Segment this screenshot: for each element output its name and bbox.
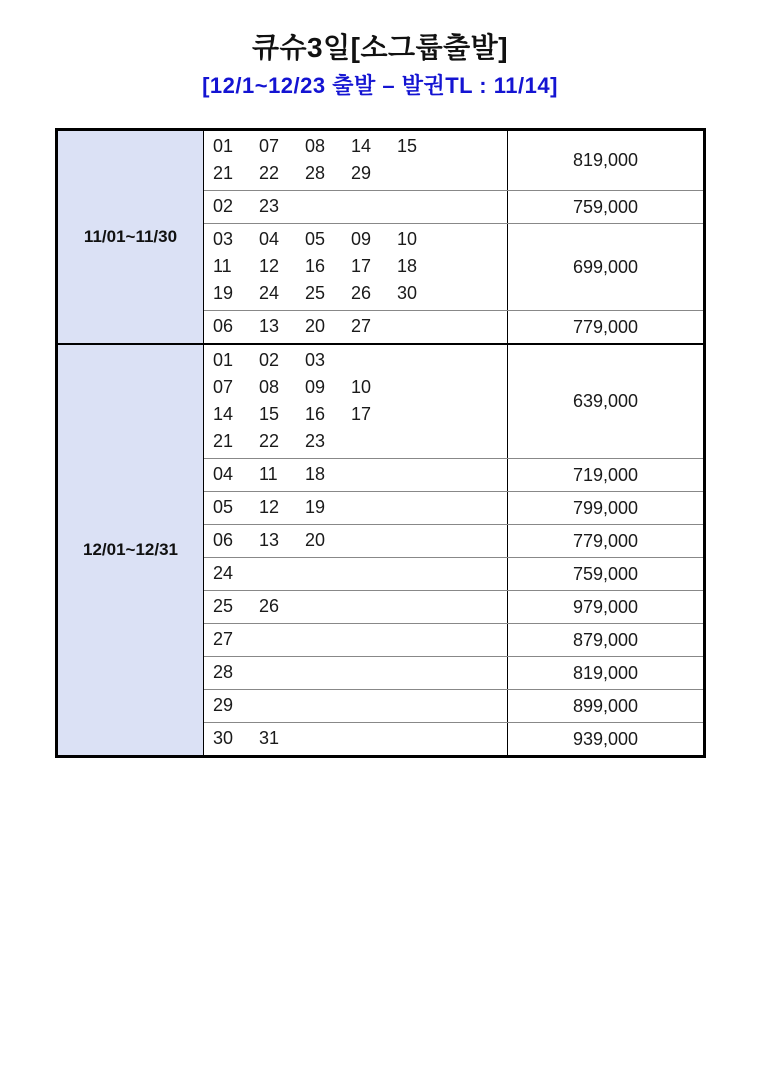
day-line <box>213 193 507 220</box>
departure-days-cell <box>204 723 507 755</box>
day-number: 25 <box>213 596 234 616</box>
day-number: 10 <box>397 229 418 249</box>
day-number: 07 <box>213 377 234 397</box>
page-subtitle: [12/1~12/23 출발 – 발권TL : 11/14] <box>202 73 558 98</box>
price-cell: 779,000 <box>507 311 703 343</box>
price-cell: 639,000 <box>507 345 703 458</box>
day-number: 02 <box>259 350 280 370</box>
day-line <box>213 160 507 187</box>
day-number: 09 <box>351 229 372 249</box>
day-number: 08 <box>259 377 280 397</box>
day-line <box>213 593 507 620</box>
price-cell: 759,000 <box>507 558 703 590</box>
day-number: 12 <box>259 256 280 276</box>
table-row <box>204 722 703 755</box>
table-row <box>204 590 703 623</box>
day-number: 02 <box>213 196 234 216</box>
day-number: 17 <box>351 256 372 276</box>
day-number: 28 <box>213 662 234 682</box>
departure-price-table <box>55 128 706 758</box>
departure-days-cell <box>204 459 507 491</box>
departure-days-cell <box>204 131 507 190</box>
table-row <box>204 345 703 458</box>
day-line <box>213 133 507 160</box>
day-number: 14 <box>351 136 372 156</box>
day-number: 04 <box>259 229 280 249</box>
day-number: 03 <box>213 229 234 249</box>
day-line <box>213 401 507 428</box>
day-number: 05 <box>213 497 234 517</box>
table-row <box>204 458 703 491</box>
day-number: 18 <box>397 256 418 276</box>
table-row <box>204 310 703 343</box>
day-number: 26 <box>259 596 280 616</box>
day-line <box>213 280 507 307</box>
price-cell: 699,000 <box>507 224 703 310</box>
day-number: 14 <box>213 404 234 424</box>
day-number: 15 <box>397 136 418 156</box>
day-number: 09 <box>305 377 326 397</box>
period-label: 12/01~12/31 <box>58 345 204 755</box>
price-cell: 819,000 <box>507 131 703 190</box>
departure-days-cell <box>204 492 507 524</box>
day-number: 01 <box>213 136 234 156</box>
day-number: 12 <box>259 497 280 517</box>
day-number: 23 <box>305 431 326 451</box>
departure-days-cell <box>204 224 507 310</box>
table-row <box>204 656 703 689</box>
day-number: 04 <box>213 464 234 484</box>
month-section <box>58 131 703 343</box>
day-number: 22 <box>259 163 280 183</box>
day-number: 31 <box>259 728 280 748</box>
price-cell: 899,000 <box>507 690 703 722</box>
day-number: 19 <box>213 283 234 303</box>
day-line <box>213 725 507 752</box>
day-number: 19 <box>305 497 326 517</box>
day-line <box>213 626 507 653</box>
day-number: 13 <box>259 316 280 336</box>
price-cell: 719,000 <box>507 459 703 491</box>
day-line <box>213 560 507 587</box>
table-row <box>204 491 703 524</box>
day-number: 23 <box>259 196 280 216</box>
day-number: 01 <box>213 350 234 370</box>
price-cell: 759,000 <box>507 191 703 223</box>
price-cell: 799,000 <box>507 492 703 524</box>
day-number: 29 <box>351 163 372 183</box>
table-row <box>204 131 703 190</box>
period-label: 11/01~11/30 <box>58 131 204 343</box>
day-number: 26 <box>351 283 372 303</box>
day-number: 15 <box>259 404 280 424</box>
price-cell: 819,000 <box>507 657 703 689</box>
departure-days-cell <box>204 525 507 557</box>
day-number: 13 <box>259 530 280 550</box>
day-number: 29 <box>213 695 234 715</box>
table-row <box>204 223 703 310</box>
day-number: 06 <box>213 316 234 336</box>
day-line <box>213 428 507 455</box>
price-cell: 779,000 <box>507 525 703 557</box>
page-title: 큐슈3일[소그룹출발] <box>251 32 509 63</box>
day-line <box>213 226 507 253</box>
departure-days-cell <box>204 558 507 590</box>
day-number: 28 <box>305 163 326 183</box>
day-line <box>213 692 507 719</box>
day-line <box>213 494 507 521</box>
day-number: 30 <box>397 283 418 303</box>
day-number: 22 <box>259 431 280 451</box>
day-line <box>213 374 507 401</box>
day-number: 05 <box>305 229 326 249</box>
month-section <box>58 343 703 755</box>
section-rows <box>204 345 703 755</box>
departure-days-cell <box>204 591 507 623</box>
day-number: 06 <box>213 530 234 550</box>
price-cell: 879,000 <box>507 624 703 656</box>
table-row <box>204 623 703 656</box>
table-row <box>204 190 703 223</box>
price-cell: 939,000 <box>507 723 703 755</box>
day-line <box>213 253 507 280</box>
day-number: 03 <box>305 350 326 370</box>
day-line <box>213 659 507 686</box>
day-number: 16 <box>305 256 326 276</box>
day-line <box>213 347 507 374</box>
day-number: 11 <box>259 464 278 484</box>
day-number: 30 <box>213 728 234 748</box>
day-number: 17 <box>351 404 372 424</box>
day-number: 20 <box>305 530 326 550</box>
day-number: 21 <box>213 163 234 183</box>
departure-days-cell <box>204 690 507 722</box>
day-number: 27 <box>213 629 234 649</box>
day-line <box>213 313 507 340</box>
table-row <box>204 557 703 590</box>
price-cell: 979,000 <box>507 591 703 623</box>
departure-days-cell <box>204 657 507 689</box>
table-row <box>204 524 703 557</box>
table-row <box>204 689 703 722</box>
day-number: 08 <box>305 136 326 156</box>
day-number: 11 <box>213 256 232 276</box>
section-rows <box>204 131 703 343</box>
departure-days-cell <box>204 624 507 656</box>
day-number: 07 <box>259 136 280 156</box>
day-number: 27 <box>351 316 372 336</box>
day-number: 24 <box>213 563 234 583</box>
day-number: 21 <box>213 431 234 451</box>
day-number: 24 <box>259 283 280 303</box>
day-line <box>213 461 507 488</box>
day-number: 18 <box>305 464 326 484</box>
day-number: 20 <box>305 316 326 336</box>
day-number: 16 <box>305 404 326 424</box>
day-number: 25 <box>305 283 326 303</box>
day-line <box>213 527 507 554</box>
day-number: 10 <box>351 377 372 397</box>
departure-days-cell <box>204 345 507 458</box>
departure-days-cell <box>204 311 507 343</box>
departure-days-cell <box>204 191 507 223</box>
